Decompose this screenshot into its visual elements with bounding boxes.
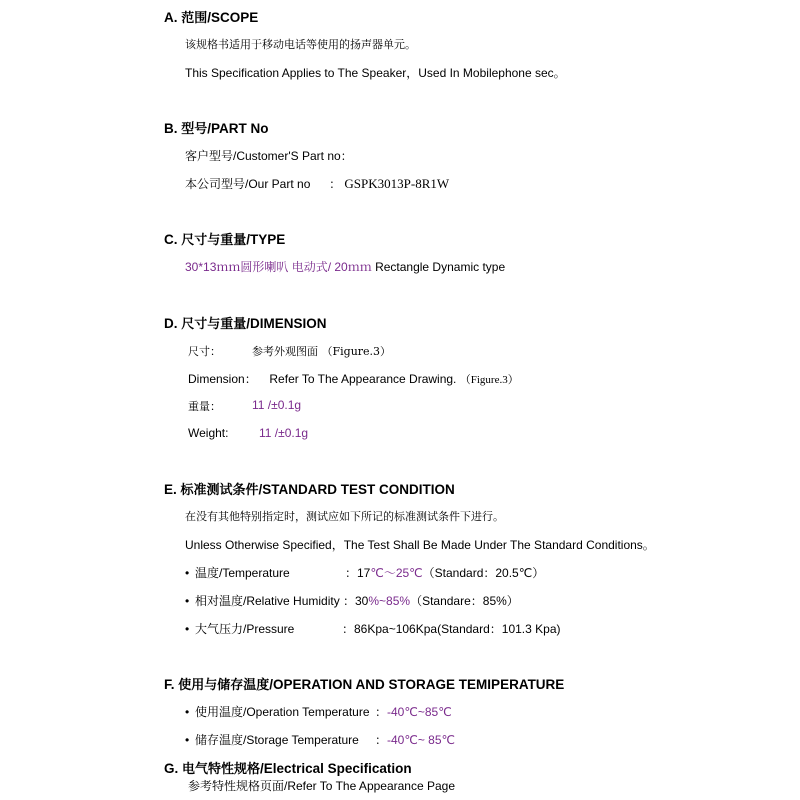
- humidity-label: 相对温度/Relative Humidity: [195, 594, 340, 608]
- storage-temp-value: ：-40℃~ 85℃: [375, 733, 456, 747]
- bullet-icon: •: [185, 733, 190, 747]
- test-condition-en: Unless Otherwise Specified，The Test Shall Be Made Under The Standard Conditions。: [185, 538, 655, 552]
- bullet-icon: •: [185, 594, 190, 608]
- our-part-no-value: GSPK3013P-8R1W: [344, 176, 450, 191]
- type-row: [185, 258, 505, 275]
- section-f-heading: F. 使用与储存温度/OPERATION AND STORAGE TEMIPERATURE: [164, 677, 565, 693]
- weight-cn-label: 重量：: [188, 400, 221, 413]
- dimension-value: Refer To The Appearance Drawing.: [269, 372, 457, 386]
- our-part-no-row: 本公司型号/Our Part no ： GSPK3013P-8R1W: [185, 176, 450, 191]
- our-part-no-label: 本公司型号/Our Part no: [185, 177, 311, 191]
- operation-temp-row: [185, 703, 370, 720]
- pressure-row: [185, 620, 294, 637]
- storage-temp-label: 储存温度/Storage Temperature: [195, 733, 359, 747]
- weight-cn-value: 11 /±0.1g: [252, 398, 302, 412]
- operation-temp-value: ：-40℃~85℃: [375, 705, 452, 719]
- pressure-value: ：86Kpa~106Kpa(Standard：101.3 Kpa): [342, 622, 561, 636]
- type-desc: Rectangle Dynamic type: [375, 260, 506, 274]
- section-e-heading: E. 标准测试条件/STANDARD TEST CONDITION: [164, 482, 455, 498]
- temperature-label: 温度/Temperature: [195, 566, 290, 580]
- section-c-heading: C. 尺寸与重量/TYPE: [164, 232, 286, 248]
- size-cn-value: 参考外观图面 （Figure.3）: [252, 345, 392, 358]
- bullet-icon: •: [185, 566, 190, 580]
- storage-temp-row: [185, 731, 359, 748]
- section-a-heading: A. 范围/SCOPE: [164, 10, 259, 26]
- pressure-label: 大气压力/Pressure: [195, 622, 295, 636]
- dimension-figure: （Figure.3）: [459, 374, 519, 386]
- dimension-row: [188, 370, 519, 387]
- humidity-row: [185, 592, 340, 609]
- dimension-label: Dimension：: [188, 372, 257, 386]
- weight-en-value: 11 /±0.1g: [259, 426, 309, 440]
- size-cn-label: 尺寸：: [188, 345, 221, 358]
- section-g-heading: G. 电气特性规格/Electrical Specification: [164, 761, 412, 777]
- electrical-spec-ref: 参考特性规格页面/Refer To The Appearance Page: [188, 779, 456, 793]
- bullet-icon: •: [185, 622, 190, 636]
- temperature-row: [185, 564, 290, 581]
- weight-en-label: Weight:: [188, 426, 229, 440]
- temperature-value: ：17℃～25℃（Standard：20.5℃）: [345, 566, 545, 580]
- humidity-value: ：30%~85%（Standare：85%）: [343, 594, 519, 608]
- scope-en-text: This Specification Applies to The Speaker，Used In Mobilephone sec。: [185, 66, 566, 80]
- test-condition-cn: 在没有其他特别指定时，测试应如下所记的标准测试条件下进行。: [185, 510, 504, 523]
- type-spec: 30*13ｍｍ圆形喇叭 电动式/ 20ｍｍ: [185, 260, 372, 274]
- scope-cn-text: 该规格书适用于移动电话等使用的扬声器单元。: [185, 38, 416, 51]
- customer-part-no: 客户型号/Customer'S Part no：: [185, 149, 353, 163]
- bullet-icon: •: [185, 705, 190, 719]
- section-b-heading: B. 型号/PART No: [164, 121, 269, 137]
- section-d-heading: D. 尺寸与重量/DIMENSION: [164, 316, 327, 332]
- operation-temp-label: 使用温度/Operation Temperature: [195, 705, 370, 719]
